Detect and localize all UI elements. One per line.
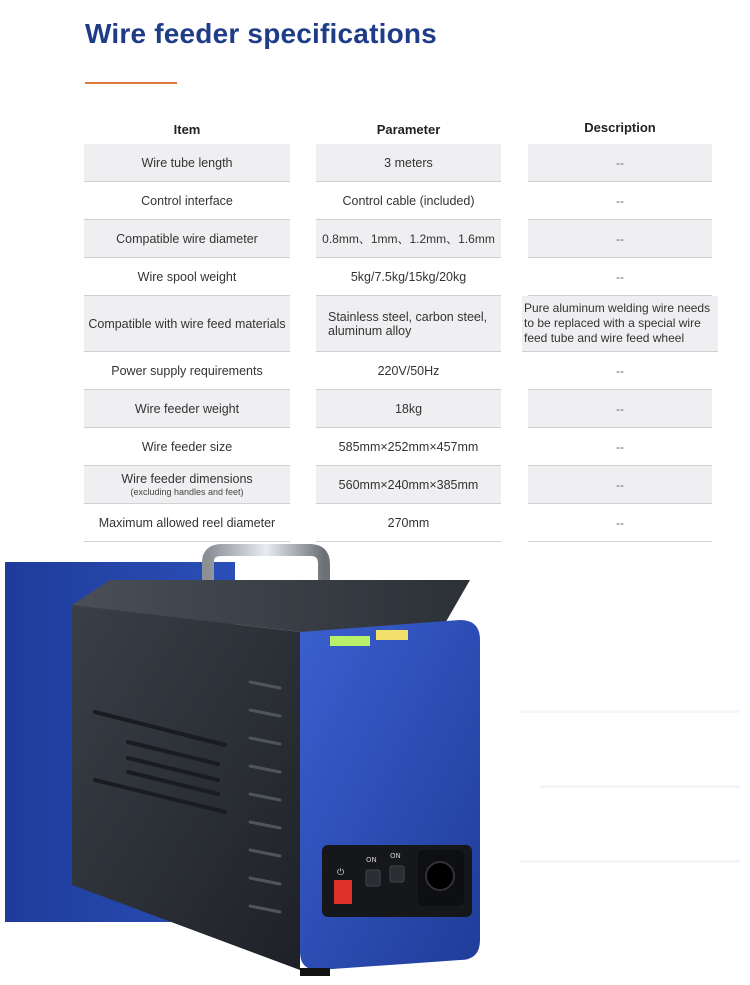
table-header <box>84 114 712 144</box>
indicator-light-left <box>330 636 370 646</box>
cell-description: -- <box>528 352 712 390</box>
power-switch[interactable] <box>334 880 352 904</box>
cell-item: Wire feeder weight <box>84 390 290 428</box>
cell-parameter: 3 meters <box>316 144 501 182</box>
cell-description: -- <box>528 504 712 542</box>
cell-item: Compatible wire diameter <box>84 220 290 258</box>
table-row <box>84 296 712 352</box>
wire-feeder-illustration <box>0 540 750 980</box>
table-row <box>84 428 712 466</box>
cell-item <box>84 466 290 504</box>
toggle-right[interactable] <box>390 866 404 882</box>
cell-parameter: 5kg/7.5kg/15kg/20kg <box>316 258 501 296</box>
cell-parameter: 270mm <box>316 504 501 542</box>
header-description: Description <box>584 120 656 135</box>
wire-feeder-image <box>0 540 750 980</box>
table-row <box>84 390 712 428</box>
cell-description: -- <box>528 144 712 182</box>
foot <box>300 968 330 976</box>
cell-item-title: Wire feeder dimensions <box>121 472 253 486</box>
header-item: Item <box>173 122 201 137</box>
table-row <box>84 504 712 542</box>
toggle-label-left: ON <box>366 856 377 864</box>
cell-item: Power supply requirements <box>84 352 290 390</box>
background-pattern <box>520 710 740 863</box>
cell-description: Pure aluminum welding wire needs to be replaced with a special wire feed tube and wire feed wheel <box>522 296 718 352</box>
title-underline <box>85 82 177 84</box>
cell-item: Compatible with wire feed materials <box>84 296 290 352</box>
page-title: Wire feeder specifications <box>85 18 437 49</box>
cell-parameter: 560mm×240mm×385mm <box>316 466 501 504</box>
power-symbol: ⏻ <box>337 868 345 878</box>
cell-item: Control interface <box>84 182 290 220</box>
cell-item: Wire spool weight <box>84 258 290 296</box>
table-row <box>84 220 712 258</box>
cell-item: Maximum allowed reel diameter <box>84 504 290 542</box>
cell-item: Wire feeder size <box>84 428 290 466</box>
table-row <box>84 144 712 182</box>
cell-parameter: Stainless steel, carbon steel, aluminum alloy <box>316 296 501 352</box>
cell-description: -- <box>528 466 712 504</box>
cell-parameter: 18kg <box>316 390 501 428</box>
table-row <box>84 466 712 504</box>
cell-description: -- <box>528 220 712 258</box>
table-row <box>84 182 712 220</box>
toggle-label-right: ON <box>390 852 401 860</box>
cell-parameter: 0.8mm、1mm、1.2mm、1.6mm <box>316 220 501 258</box>
spec-table <box>84 114 712 542</box>
cell-item: Wire tube length <box>84 144 290 182</box>
cell-description: -- <box>528 428 712 466</box>
cell-description: -- <box>528 182 712 220</box>
front-panel <box>300 620 480 970</box>
indicator-light-right <box>376 630 408 640</box>
cell-parameter: 220V/50Hz <box>316 352 501 390</box>
table-row <box>84 352 712 390</box>
toggle-left[interactable] <box>366 870 380 886</box>
cell-parameter: Control cable (included) <box>316 182 501 220</box>
wire-outlet-socket <box>426 862 454 890</box>
cell-description: -- <box>528 390 712 428</box>
cell-parameter: 585mm×252mm×457mm <box>316 428 501 466</box>
cell-description: -- <box>528 258 712 296</box>
cell-item-note: (excluding handles and feet) <box>130 487 244 497</box>
table-row <box>84 258 712 296</box>
header-parameter: Parameter <box>376 122 441 137</box>
